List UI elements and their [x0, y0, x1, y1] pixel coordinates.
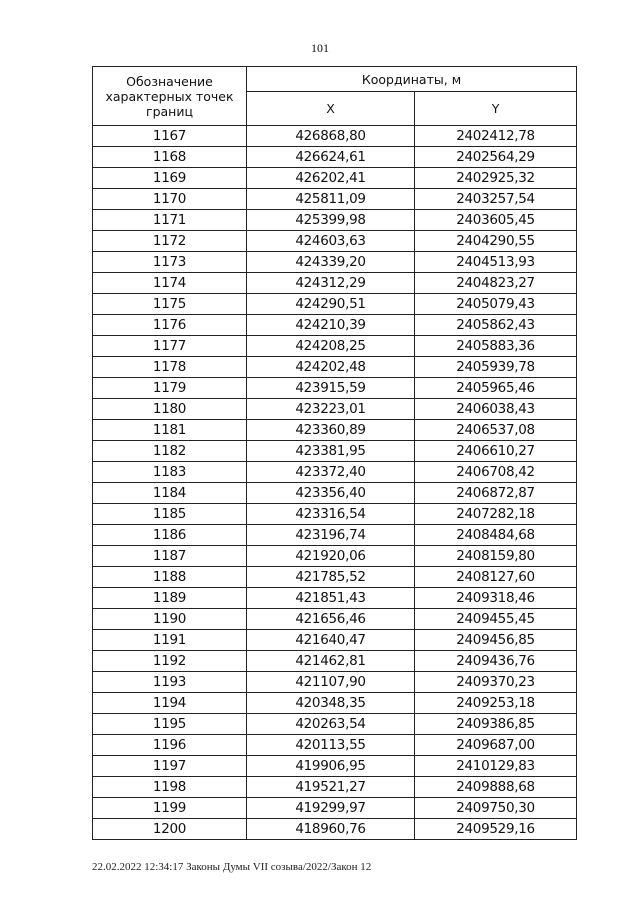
y-column-header: Y — [415, 92, 577, 126]
point-id-cell: 1180 — [93, 399, 247, 420]
point-id-cell: 1190 — [93, 609, 247, 630]
x-coordinate-cell: 423223,01 — [247, 399, 415, 420]
table-row — [93, 630, 577, 651]
point-id-cell: 1191 — [93, 630, 247, 651]
y-coordinate-cell: 2407282,18 — [415, 504, 577, 525]
point-id-cell: 1195 — [93, 714, 247, 735]
y-coordinate-cell: 2404513,93 — [415, 252, 577, 273]
point-id-cell: 1194 — [93, 693, 247, 714]
x-coordinate-cell: 425811,09 — [247, 189, 415, 210]
x-coordinate-cell: 423372,40 — [247, 462, 415, 483]
x-coordinate-cell: 424312,29 — [247, 273, 415, 294]
table-row — [93, 819, 577, 840]
table-row — [93, 525, 577, 546]
y-coordinate-cell: 2409529,16 — [415, 819, 577, 840]
point-id-cell: 1192 — [93, 651, 247, 672]
point-id-cell: 1179 — [93, 378, 247, 399]
point-id-cell: 1186 — [93, 525, 247, 546]
y-coordinate-cell: 2405079,43 — [415, 294, 577, 315]
table-row — [93, 189, 577, 210]
x-coordinate-cell: 423356,40 — [247, 483, 415, 504]
y-coordinate-cell: 2405939,78 — [415, 357, 577, 378]
table-row — [93, 714, 577, 735]
table-row — [93, 126, 577, 147]
table-row — [93, 546, 577, 567]
y-coordinate-cell: 2409455,45 — [415, 609, 577, 630]
y-coordinate-cell: 2406038,43 — [415, 399, 577, 420]
y-coordinate-cell: 2406872,87 — [415, 483, 577, 504]
y-coordinate-cell: 2403257,54 — [415, 189, 577, 210]
x-coordinate-cell: 426202,41 — [247, 168, 415, 189]
x-coordinate-cell: 421462,81 — [247, 651, 415, 672]
y-coordinate-cell: 2409253,18 — [415, 693, 577, 714]
x-coordinate-cell: 421656,46 — [247, 609, 415, 630]
table-row — [93, 210, 577, 231]
x-coordinate-cell: 423360,89 — [247, 420, 415, 441]
header-row-top — [93, 67, 577, 92]
y-coordinate-cell: 2405883,36 — [415, 336, 577, 357]
point-id-cell: 1183 — [93, 462, 247, 483]
point-id-cell: 1199 — [93, 798, 247, 819]
x-column-header: X — [247, 92, 415, 126]
y-coordinate-cell: 2406610,27 — [415, 441, 577, 462]
table-row — [93, 588, 577, 609]
y-coordinate-cell: 2402412,78 — [415, 126, 577, 147]
table-row — [93, 273, 577, 294]
point-id-cell: 1184 — [93, 483, 247, 504]
y-coordinate-cell: 2404823,27 — [415, 273, 577, 294]
point-id-cell: 1167 — [93, 126, 247, 147]
y-coordinate-cell: 2408159,80 — [415, 546, 577, 567]
y-coordinate-cell: 2402564,29 — [415, 147, 577, 168]
table-row — [93, 357, 577, 378]
point-id-cell: 1196 — [93, 735, 247, 756]
x-coordinate-cell: 426624,61 — [247, 147, 415, 168]
point-id-cell: 1178 — [93, 357, 247, 378]
y-coordinate-cell: 2403605,45 — [415, 210, 577, 231]
table-row — [93, 231, 577, 252]
coordinates-table — [92, 66, 577, 840]
point-id-cell: 1187 — [93, 546, 247, 567]
point-id-cell: 1193 — [93, 672, 247, 693]
table-row — [93, 672, 577, 693]
point-label-header: Обозначение характерных точек границ — [93, 67, 247, 126]
table-row — [93, 609, 577, 630]
y-coordinate-cell: 2408484,68 — [415, 525, 577, 546]
page-number: 101 — [311, 41, 329, 55]
y-coordinate-cell: 2406708,42 — [415, 462, 577, 483]
y-coordinate-cell: 2409386,85 — [415, 714, 577, 735]
point-id-cell: 1197 — [93, 756, 247, 777]
y-coordinate-cell: 2402925,32 — [415, 168, 577, 189]
table-row — [93, 147, 577, 168]
table-row — [93, 462, 577, 483]
x-coordinate-cell: 421107,90 — [247, 672, 415, 693]
coordinates-header: Координаты, м — [247, 67, 577, 92]
point-id-cell: 1175 — [93, 294, 247, 315]
table-row — [93, 399, 577, 420]
y-coordinate-cell: 2409456,85 — [415, 630, 577, 651]
x-coordinate-cell: 421785,52 — [247, 567, 415, 588]
table-row — [93, 315, 577, 336]
table-row — [93, 504, 577, 525]
y-coordinate-cell: 2410129,83 — [415, 756, 577, 777]
point-id-cell: 1181 — [93, 420, 247, 441]
x-coordinate-cell: 420113,55 — [247, 735, 415, 756]
x-coordinate-cell: 419299,97 — [247, 798, 415, 819]
point-id-cell: 1185 — [93, 504, 247, 525]
x-coordinate-cell: 424210,39 — [247, 315, 415, 336]
table-body — [93, 126, 577, 840]
table-row — [93, 567, 577, 588]
x-coordinate-cell: 424202,48 — [247, 357, 415, 378]
point-id-cell: 1170 — [93, 189, 247, 210]
x-coordinate-cell: 424603,63 — [247, 231, 415, 252]
table-row — [93, 378, 577, 399]
table-row — [93, 168, 577, 189]
y-coordinate-cell: 2408127,60 — [415, 567, 577, 588]
point-id-cell: 1188 — [93, 567, 247, 588]
point-id-cell: 1172 — [93, 231, 247, 252]
x-coordinate-cell: 423915,59 — [247, 378, 415, 399]
table-row — [93, 294, 577, 315]
footer-stamp: 22.02.2022 12:34:17 Законы Думы VII созыва/2022/Закон 12 — [92, 861, 372, 873]
x-coordinate-cell: 425399,98 — [247, 210, 415, 231]
y-coordinate-cell: 2409318,46 — [415, 588, 577, 609]
y-coordinate-cell: 2409370,23 — [415, 672, 577, 693]
point-id-cell: 1177 — [93, 336, 247, 357]
x-coordinate-cell: 424290,51 — [247, 294, 415, 315]
x-coordinate-cell: 418960,76 — [247, 819, 415, 840]
y-coordinate-cell: 2405965,46 — [415, 378, 577, 399]
x-coordinate-cell: 421640,47 — [247, 630, 415, 651]
point-id-cell: 1173 — [93, 252, 247, 273]
table-row — [93, 735, 577, 756]
table-row — [93, 651, 577, 672]
point-id-cell: 1171 — [93, 210, 247, 231]
table-row — [93, 756, 577, 777]
x-coordinate-cell: 424339,20 — [247, 252, 415, 273]
y-coordinate-cell: 2409436,76 — [415, 651, 577, 672]
x-coordinate-cell: 423196,74 — [247, 525, 415, 546]
point-id-cell: 1198 — [93, 777, 247, 798]
table-row — [93, 252, 577, 273]
x-coordinate-cell: 419906,95 — [247, 756, 415, 777]
point-id-cell: 1200 — [93, 819, 247, 840]
point-id-cell: 1168 — [93, 147, 247, 168]
point-id-cell: 1169 — [93, 168, 247, 189]
table-row — [93, 693, 577, 714]
table-row — [93, 798, 577, 819]
point-id-cell: 1182 — [93, 441, 247, 462]
x-coordinate-cell: 426868,80 — [247, 126, 415, 147]
x-coordinate-cell: 420263,54 — [247, 714, 415, 735]
table-row — [93, 777, 577, 798]
y-coordinate-cell: 2404290,55 — [415, 231, 577, 252]
point-id-cell: 1174 — [93, 273, 247, 294]
y-coordinate-cell: 2409888,68 — [415, 777, 577, 798]
x-coordinate-cell: 420348,35 — [247, 693, 415, 714]
x-coordinate-cell: 423381,95 — [247, 441, 415, 462]
point-id-cell: 1176 — [93, 315, 247, 336]
x-coordinate-cell: 419521,27 — [247, 777, 415, 798]
table-row — [93, 336, 577, 357]
table-row — [93, 420, 577, 441]
x-coordinate-cell: 421920,06 — [247, 546, 415, 567]
x-coordinate-cell: 421851,43 — [247, 588, 415, 609]
y-coordinate-cell: 2409750,30 — [415, 798, 577, 819]
point-id-cell: 1189 — [93, 588, 247, 609]
x-coordinate-cell: 424208,25 — [247, 336, 415, 357]
y-coordinate-cell: 2405862,43 — [415, 315, 577, 336]
y-coordinate-cell: 2409687,00 — [415, 735, 577, 756]
y-coordinate-cell: 2406537,08 — [415, 420, 577, 441]
table-row — [93, 483, 577, 504]
table-row — [93, 441, 577, 462]
x-coordinate-cell: 423316,54 — [247, 504, 415, 525]
